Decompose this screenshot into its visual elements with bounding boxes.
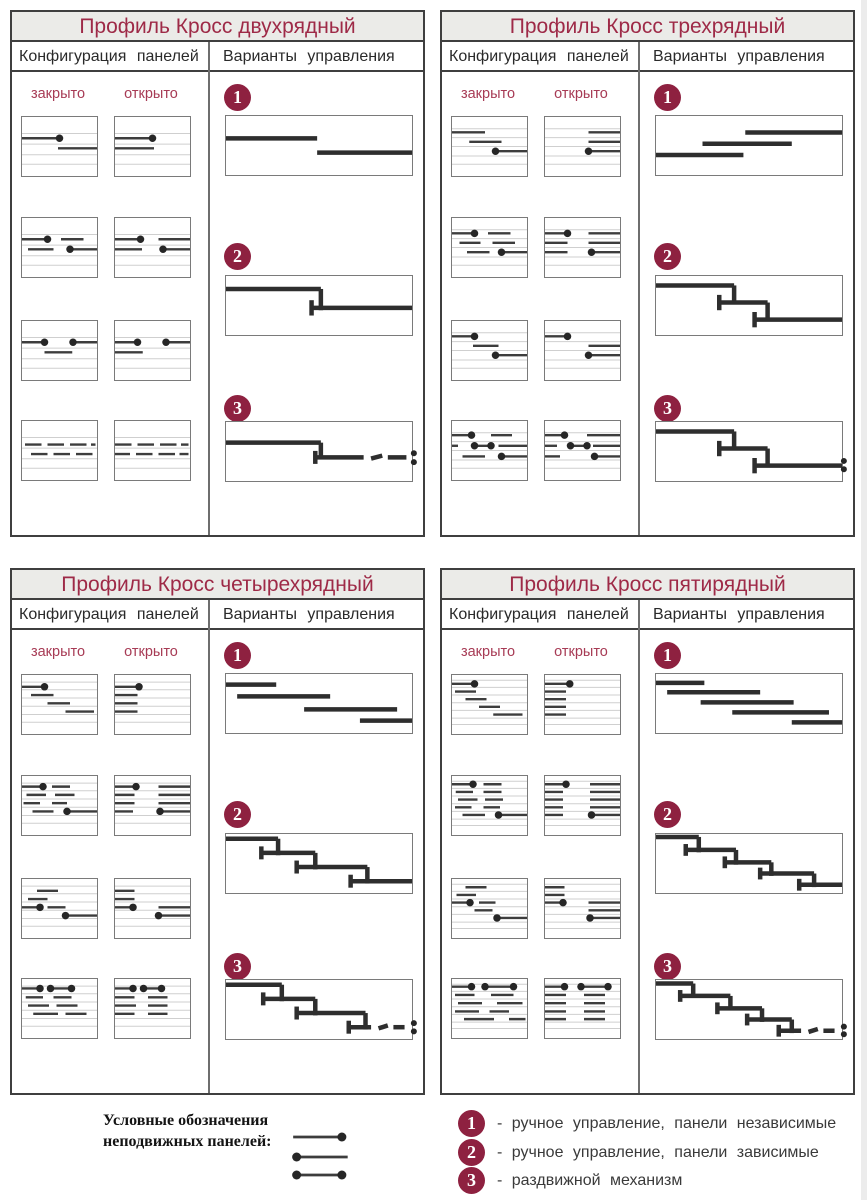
variant-3-diagram [225,979,413,1040]
fixed-panel-symbol [292,1150,350,1164]
legend-item [458,1167,682,1194]
variant-1-badge: 1 [224,642,251,669]
config-box-open [114,116,191,177]
config-box-closed [21,420,98,481]
open-label: открыто [554,644,608,660]
closed-label: закрыто [30,86,86,102]
config-box-open [114,320,191,381]
config-box-open [544,775,621,836]
config-box-closed [21,775,98,836]
legend-title [103,1110,272,1152]
config-box-closed [21,878,98,939]
variant-2-diagram [655,833,843,894]
variant-2-badge: 2 [224,801,251,828]
variant-2-badge: 2 [654,801,681,828]
config-box-closed [451,978,528,1039]
variant-2-badge: 2 [224,243,251,270]
config-box-open [544,320,621,381]
variant-2-badge: 2 [654,243,681,270]
legend-item-text: - ручное управление, панели зависимые [497,1143,819,1161]
config-header: Конфигурация панелей [449,606,629,623]
config-box-open [114,978,191,1039]
open-label: открыто [554,86,608,102]
config-header: Конфигурация панелей [19,48,199,65]
column-divider [208,600,210,1093]
config-box-closed [451,320,528,381]
config-box-open [114,674,191,735]
fixed-panel-symbol [292,1130,350,1144]
variant-1-diagram [655,673,843,734]
legend-item-text: - раздвижной механизм [497,1171,683,1189]
config-header: Конфигурация панелей [449,48,629,65]
open-label: открыто [124,86,178,102]
variant-1-badge: 1 [654,84,681,111]
variant-2-diagram [655,275,843,336]
column-headers [442,44,853,72]
closed-label: закрыто [460,86,516,102]
closed-label: закрыто [460,644,516,660]
column-headers [12,602,423,630]
variant-3-badge: 3 [654,395,681,422]
closed-label: закрыто [30,644,86,660]
variant-1-diagram [655,115,843,176]
panel-five-row [440,568,855,1095]
legend-badge-1: 1 [458,1110,485,1137]
config-box-open [114,878,191,939]
variants-header: Варианты управления [223,48,395,65]
config-box-open [114,775,191,836]
variant-1-diagram [225,115,413,176]
config-box-open [114,217,191,278]
panel-four-row [10,568,425,1095]
config-box-closed [451,878,528,939]
config-box-closed [451,674,528,735]
variant-3-diagram [225,421,413,482]
legend-item [458,1139,819,1166]
panel-two-row [10,10,425,537]
legend-title-line2: неподвижных панелей: [103,1133,272,1150]
legend-badge-2: 2 [458,1139,485,1166]
variants-header: Варианты управления [653,606,825,623]
config-box-open [544,217,621,278]
column-headers [12,44,423,72]
config-box-open [544,420,621,481]
column-divider [208,42,210,535]
variant-2-diagram [225,275,413,336]
variant-3-badge: 3 [224,953,251,980]
legend-item [458,1110,836,1137]
config-box-closed [21,978,98,1039]
variant-1-diagram [225,673,413,734]
legend-title-line1: Условные обозначения [103,1112,269,1129]
panel-title: Профиль Кросс трехрядный [442,12,853,42]
panel-title: Профиль Кросс четырехрядный [12,570,423,600]
legend-item-text: - ручное управление, панели независимые [497,1114,837,1132]
config-box-open [544,978,621,1039]
config-box-closed [21,116,98,177]
config-box-closed [21,674,98,735]
config-box-closed [451,420,528,481]
variant-3-badge: 3 [224,395,251,422]
open-label: открыто [124,644,178,660]
variant-3-diagram [655,421,843,482]
config-box-closed [451,217,528,278]
variants-header: Варианты управления [223,606,395,623]
config-box-closed [21,217,98,278]
column-divider [638,600,640,1093]
panel-title: Профиль Кросс двухрядный [12,12,423,42]
column-headers [442,602,853,630]
config-box-open [544,116,621,177]
scan-edge-strip [861,0,867,1200]
variant-3-badge: 3 [654,953,681,980]
variant-1-badge: 1 [224,84,251,111]
config-box-open [544,674,621,735]
column-divider [638,42,640,535]
config-box-open [114,420,191,481]
config-box-open [544,878,621,939]
config-box-closed [451,775,528,836]
fixed-panel-symbol [292,1168,350,1182]
variant-1-badge: 1 [654,642,681,669]
variant-3-diagram [655,979,843,1040]
config-header: Конфигурация панелей [19,606,199,623]
variant-2-diagram [225,833,413,894]
panel-title: Профиль Кросс пятирядный [442,570,853,600]
panel-three-row [440,10,855,537]
variants-header: Варианты управления [653,48,825,65]
config-box-closed [451,116,528,177]
config-box-closed [21,320,98,381]
legend-badge-3: 3 [458,1167,485,1194]
